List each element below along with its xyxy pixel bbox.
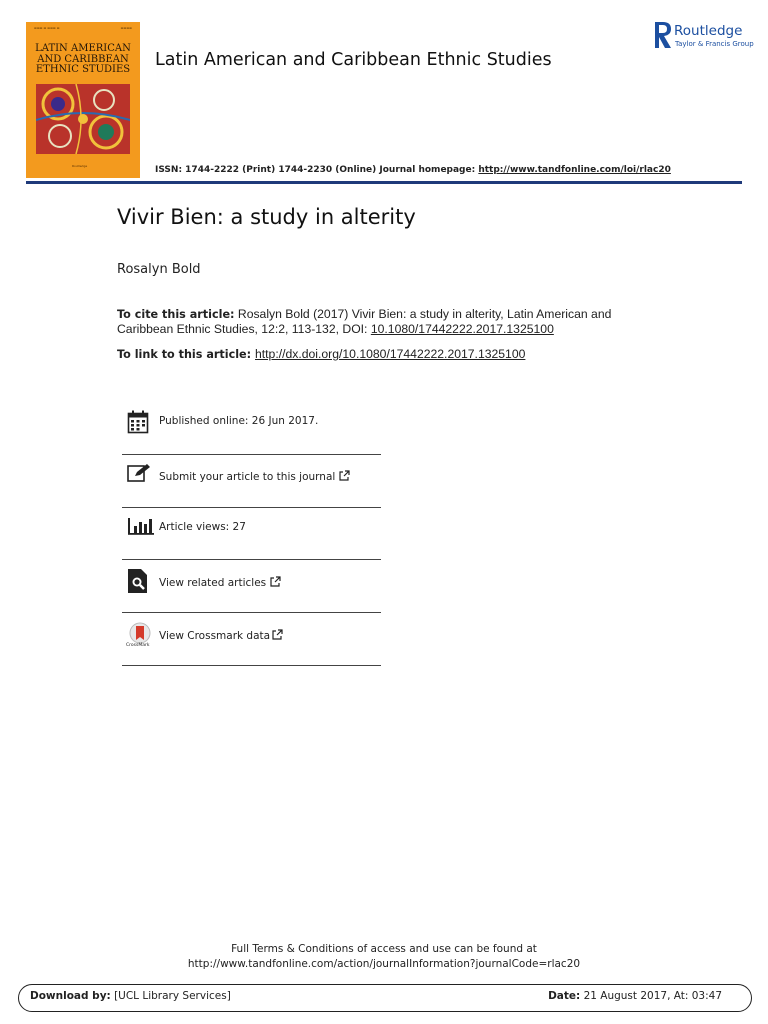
divider <box>122 612 381 613</box>
terms-line: Full Terms & Conditions of access and use can be found at <box>231 943 537 955</box>
date-label: Date: <box>548 990 581 1002</box>
cite-label: To cite this article: <box>117 308 235 321</box>
terms-notice <box>0 942 768 972</box>
article-views: Article views: 27 <box>159 521 246 533</box>
logo-subtitle: Taylor & Francis Group <box>675 40 754 48</box>
link-label: To link to this article: <box>117 348 255 361</box>
article-title: Vivir Bien: a study in alterity <box>117 205 416 229</box>
routledge-r-icon <box>654 21 672 49</box>
divider <box>122 665 381 666</box>
cover-publisher: Routledge <box>72 164 88 168</box>
header-rule <box>26 181 742 184</box>
download-value: [UCL Library Services] <box>110 990 231 1002</box>
cover-volume-line: ▬▬▬ ▬ ▬▬▬ ▬ <box>34 26 60 30</box>
citation-block <box>117 307 637 336</box>
related-articles-icon <box>127 568 149 594</box>
cite-text: Rosalyn Bold (2017) Vivir Bien: a study in alterity, Latin American and Caribbean Ethnic Studies, 12:2, 113-132, DOI: <box>117 307 612 336</box>
terms-url[interactable]: http://www.tandfonline.com/action/journalInformation?journalCode=rlac20 <box>187 958 581 970</box>
related-articles-label: View related articles <box>159 577 267 589</box>
download-label: Download by: <box>30 990 111 1002</box>
submit-article-link[interactable] <box>159 470 350 483</box>
journal-title: Latin American and Caribbean Ethnic Studies <box>155 50 552 70</box>
link-to-article <box>117 347 525 361</box>
published-online: Published online: 26 Jun 2017. <box>159 415 319 427</box>
journal-cover <box>26 22 140 178</box>
external-link-icon <box>270 576 281 587</box>
bar-chart-icon <box>127 516 155 536</box>
download-date <box>548 990 722 1002</box>
date-value: 21 August 2017, At: 03:47 <box>580 990 722 1002</box>
cover-title: LATIN AMERICAN AND CARIBBEAN ETHNIC STUDIES <box>35 43 131 75</box>
article-author: Rosalyn Bold <box>117 262 201 277</box>
crossmark-link[interactable] <box>159 629 283 642</box>
issn-text: ISSN: 1744-2222 (Print) 1744-2230 (Online) Journal homepage: <box>155 165 479 175</box>
logo-brand: Routledge <box>674 23 743 39</box>
issn-line <box>155 165 671 175</box>
calendar-icon <box>127 410 149 434</box>
edit-icon <box>127 463 151 483</box>
related-articles-link[interactable] <box>159 576 281 589</box>
external-link-icon <box>339 470 350 481</box>
cite-doi-link[interactable]: 10.1080/17442222.2017.1325100 <box>370 322 554 336</box>
cover-artwork <box>36 84 130 154</box>
divider <box>122 559 381 560</box>
journal-homepage-link[interactable]: http://www.tandfonline.com/loi/rlac20 <box>478 165 671 175</box>
download-by <box>30 990 231 1002</box>
submit-article-label: Submit your article to this journal <box>159 471 336 483</box>
crossmark-logo-text: CrossMark <box>126 643 150 648</box>
divider <box>122 507 381 508</box>
cover-issn-line: ▬▬▬▬ <box>120 26 132 30</box>
external-link-icon <box>272 629 283 640</box>
divider <box>122 454 381 455</box>
article-doi-link[interactable]: http://dx.doi.org/10.1080/17442222.2017.1325100 <box>255 347 526 361</box>
crossmark-label: View Crossmark data <box>159 630 271 642</box>
